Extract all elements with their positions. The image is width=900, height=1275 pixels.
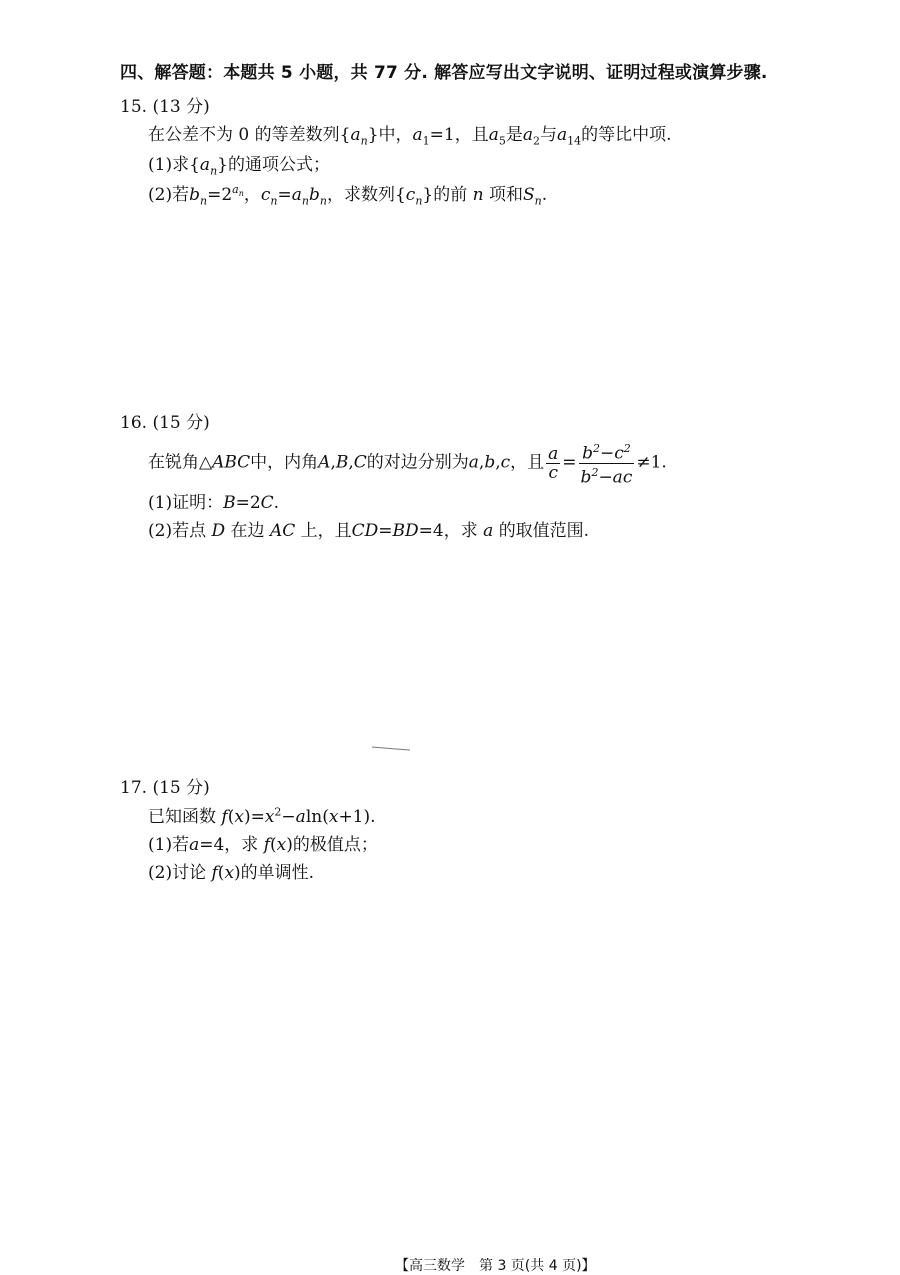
section-heading: 四、解答题：本题共 5 小题，共 77 分. 解答应写出文字说明、证明过程或演算步骤.	[120, 63, 768, 83]
question-17-stem: 已知函数 $f(x)=x^2-aln(x+1)$.	[148, 805, 376, 827]
question-16-part-2: (2)若点 D 在边 AC 上，且CD=BD=4，求 a 的取值范围.	[148, 521, 590, 541]
question-15-part-2: (2)若$b_n=2^{a_n}$，$c_n=a_nb_n$，求数列$\{c_n\}$的前 n 项和$S_n$.	[148, 183, 548, 208]
scan-smudge	[370, 745, 414, 751]
question-17-part-1: (1)若a=4，求 f(x)的极值点；	[148, 835, 378, 855]
question-16-part-1: (1)证明：B=2C.	[148, 493, 280, 513]
question-15-stem: 在公差不为 0 的等差数列$\{a_n\}$中，$a_1=1$，且$a_5$是$a_2$与$a_{14}$的等比中项.	[148, 125, 672, 148]
fraction-b2-c2-over-b2-ac: $\frac{b^2-c^2}{b^2-ac}$	[580, 442, 633, 488]
page-footer: 【高三数学 第 3 页(共 4 页)】	[395, 1258, 596, 1274]
question-17-part-2: (2)讨论 f(x)的单调性.	[148, 863, 315, 883]
question-15-header: 15. (13 分)	[120, 97, 210, 117]
fraction-a-over-c: $\frac{a}{c}$	[548, 443, 559, 483]
question-15-part-1: (1)求$\{a_n\}$的通项公式；	[148, 155, 330, 178]
question-16-header: 16. (15 分)	[120, 413, 210, 433]
question-16-stem: 在锐角△ABC中，内角A,B,C的对边分别为a,b,c，且 $\frac{a}{c}$ = $\frac{b^2-c^2}{b^2-ac}$ ≠1.	[148, 442, 667, 488]
question-17-header: 17. (15 分)	[120, 778, 210, 798]
